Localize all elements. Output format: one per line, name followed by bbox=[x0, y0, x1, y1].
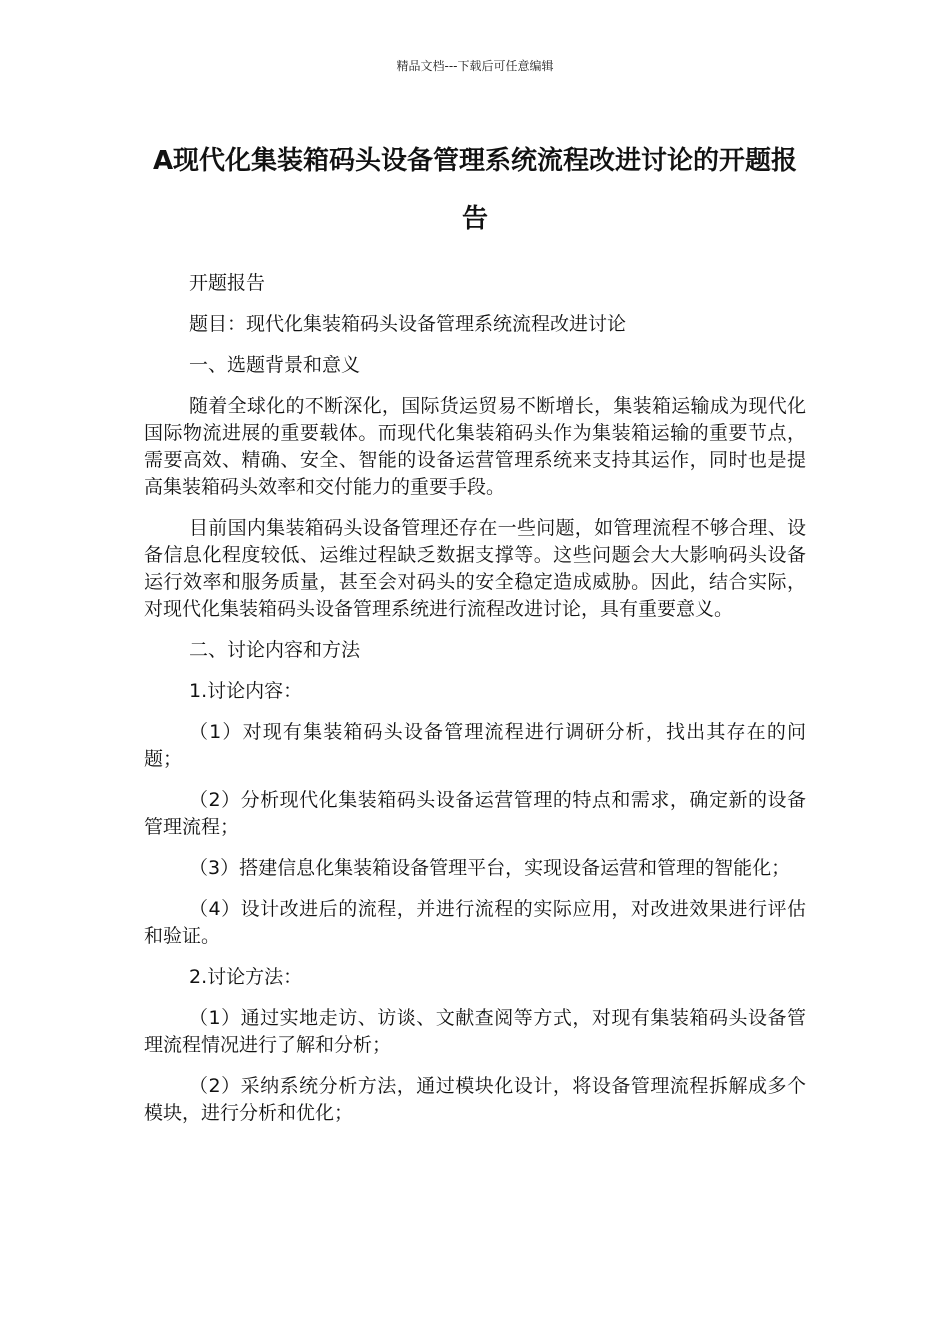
list-item: （1）对现有集装箱码头设备管理流程进行调研分析，找出其存在的问题； bbox=[144, 721, 806, 770]
header-note: 精品文档---下载后可任意编辑 bbox=[396, 59, 554, 73]
list-item: （4）设计改进后的流程，并进行流程的实际应用，对改进效果进行评估和验证。 bbox=[144, 898, 806, 947]
paragraph-background-1: 随着全球化的不断深化，国际货运贸易不断增长，集装箱运输成为现代化国际物流进展的重要载体。而现代化集装箱码头作为集装箱运输的重要节点，需要高效、精确、安全、智能的设备运营管理系统来支持其运作，同时也是提高集装箱码头效率和交付能力的重要手段。 bbox=[144, 395, 806, 498]
section-heading-background: 一、选题背景和意义 bbox=[189, 354, 361, 376]
list-item: （2）采纳系统分析方法，通过模块化设计，将设备管理流程拆解成多个模块，进行分析和优化； bbox=[144, 1075, 806, 1124]
paragraph-report-label: 开题报告 bbox=[189, 272, 266, 294]
paragraph-background-2: 目前国内集装箱码头设备管理还存在一些问题，如管理流程不够合理、设备信息化程度较低、运维过程缺乏数据支撑等。这些问题会大大影响码头设备运行效率和服务质量，甚至会对码头的安全稳定造成威胁。因此，结合实际，对现代化集装箱码头设备管理系统进行流程改进讨论，具有重要意义。 bbox=[144, 517, 806, 620]
section-heading-content-methods: 二、讨论内容和方法 bbox=[189, 639, 361, 661]
page-title: A现代化集装箱码头设备管理系统流程改进讨论的开题报告 bbox=[152, 146, 798, 234]
subheading-methods: 2.讨论方法： bbox=[189, 966, 303, 988]
document-body bbox=[144, 270, 806, 1141]
list-item: （1）通过实地走访、访谈、文献查阅等方式，对现有集装箱码头设备管理流程情况进行了解和分析； bbox=[144, 1007, 806, 1056]
paragraph-topic: 题目：现代化集装箱码头设备管理系统流程改进讨论 bbox=[189, 313, 627, 335]
subheading-content: 1.讨论内容： bbox=[189, 680, 303, 702]
list-item: （2）分析现代化集装箱码头设备运营管理的特点和需求，确定新的设备管理流程； bbox=[144, 789, 806, 838]
list-item: （3）搭建信息化集装箱设备管理平台，实现设备运营和管理的智能化； bbox=[189, 857, 791, 879]
